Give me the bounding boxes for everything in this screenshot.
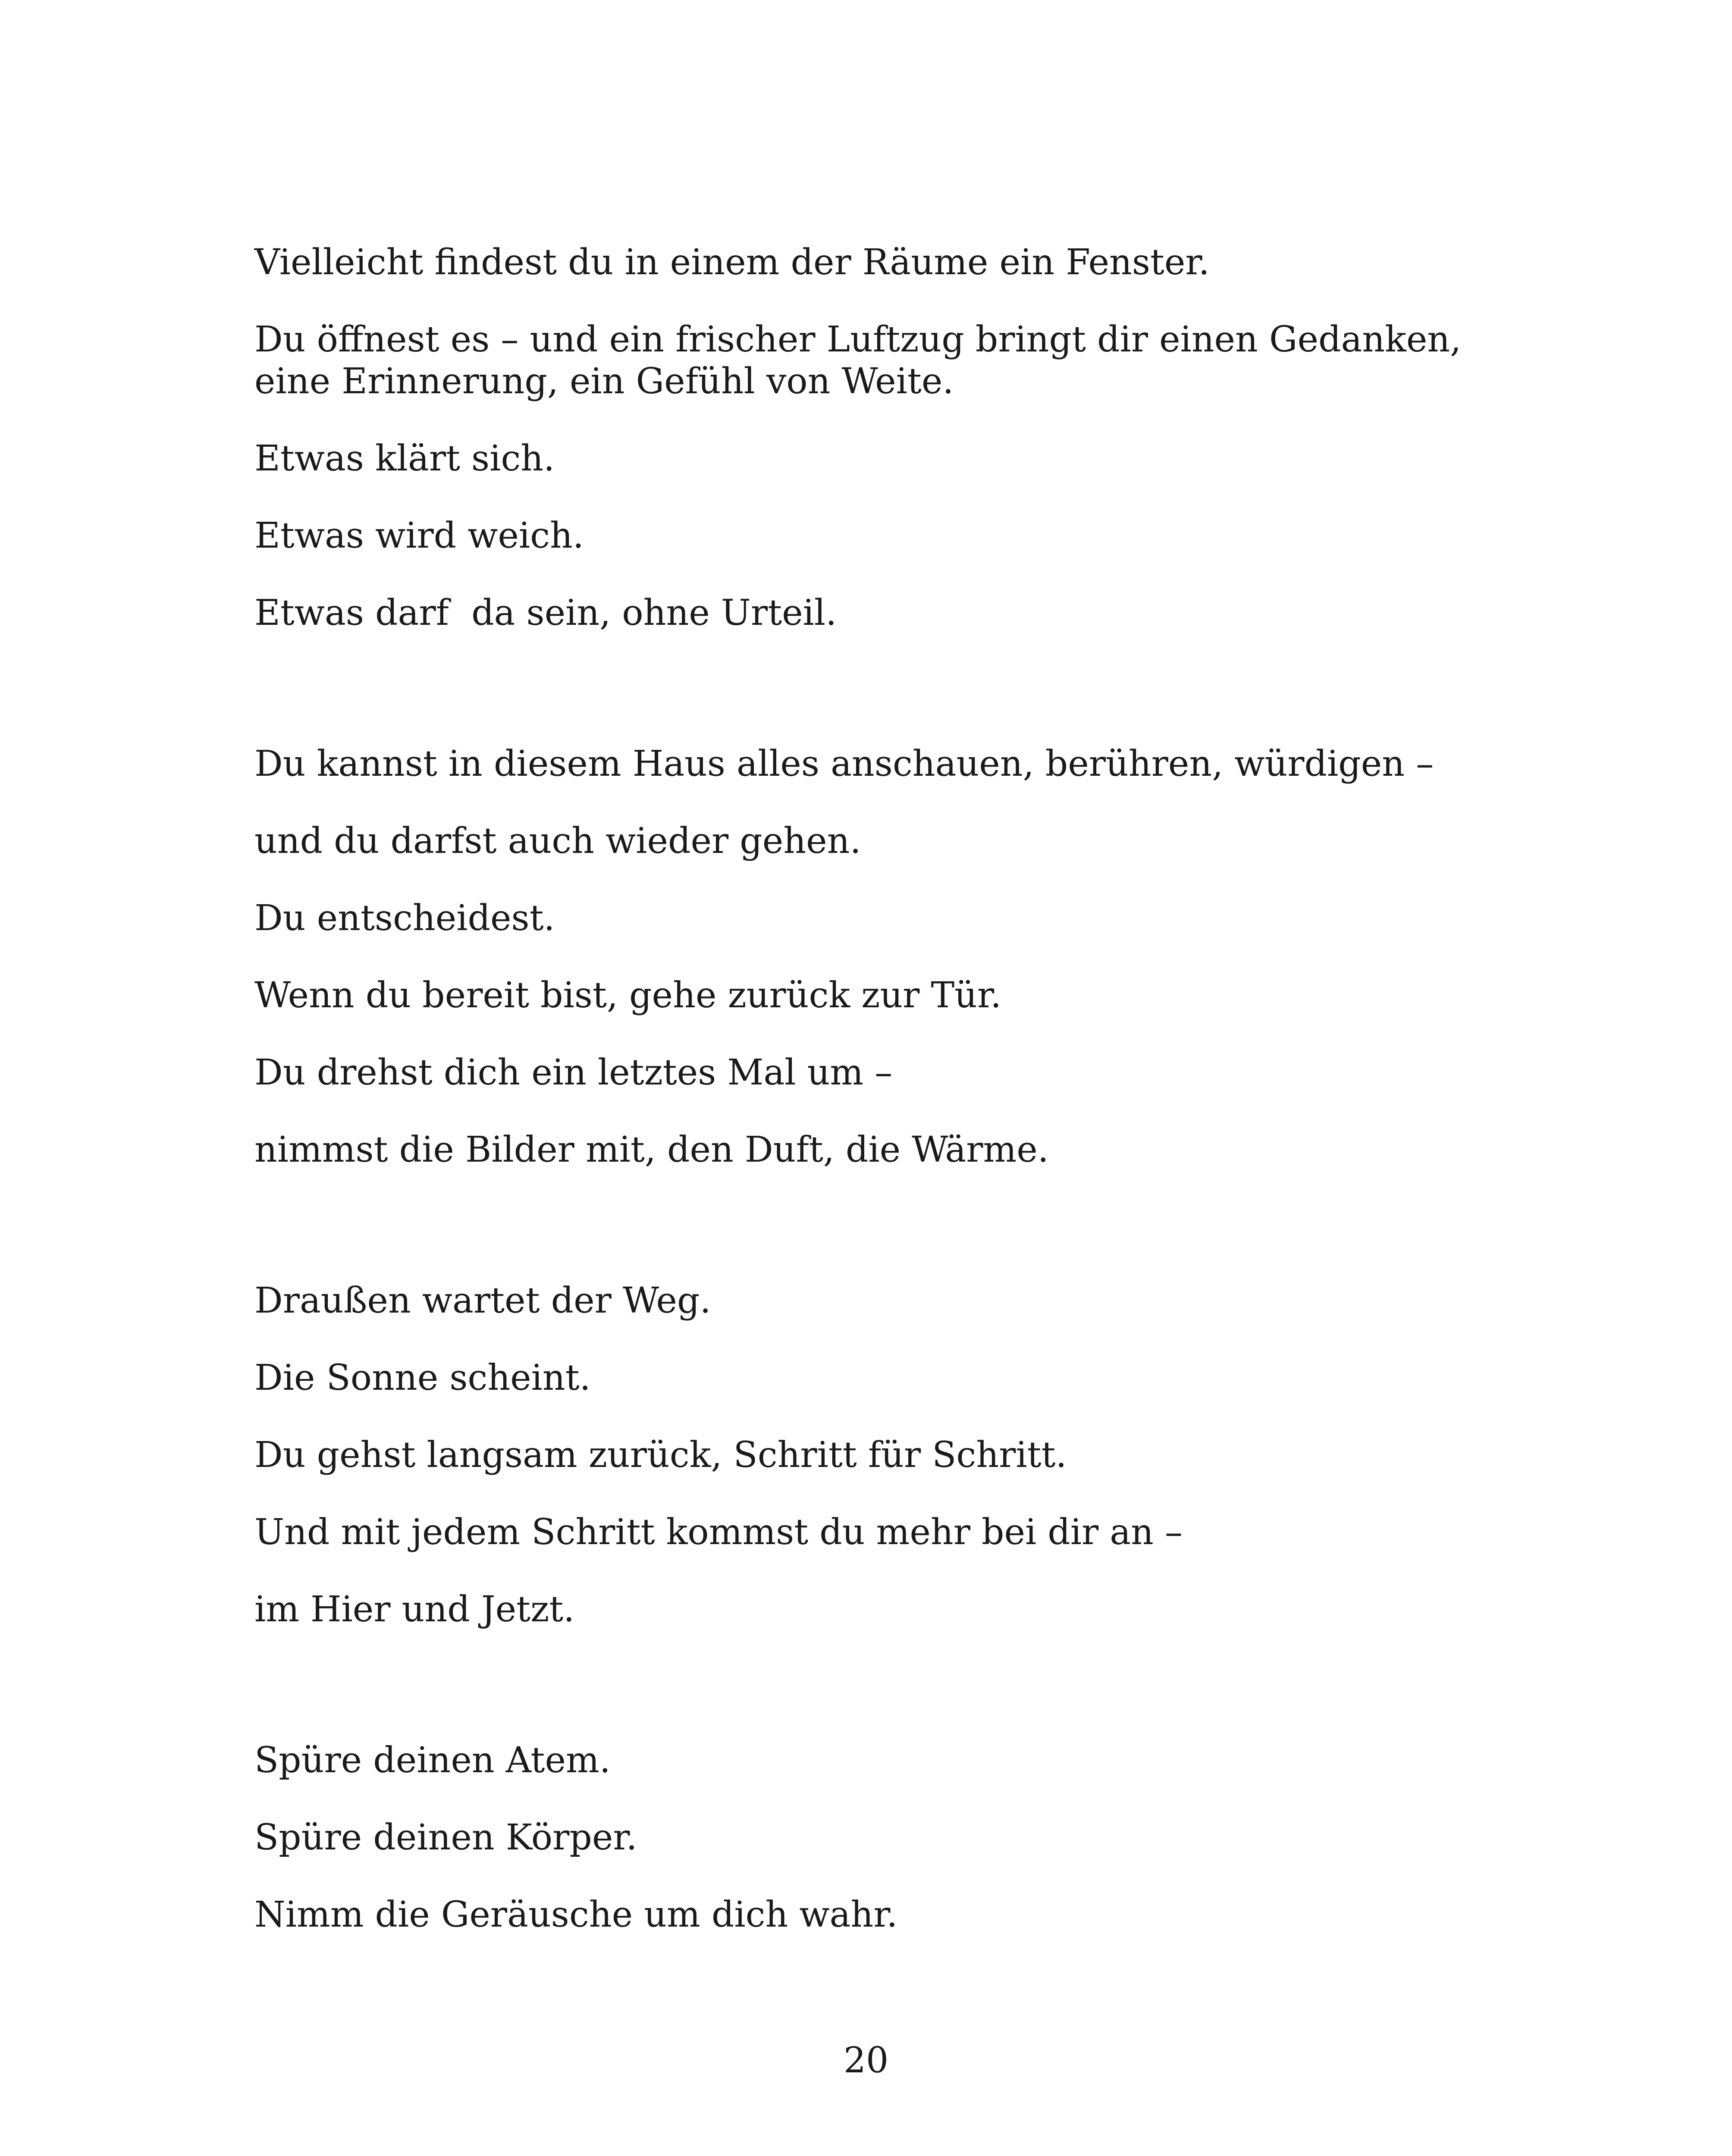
text-line: Etwas wird weich. <box>254 515 584 556</box>
text-line: Du entscheidest. <box>254 898 555 939</box>
text-line: Spüre deinen Atem. <box>254 1740 611 1781</box>
text-line: Etwas klärt sich. <box>254 438 555 479</box>
text-line: und du darfst auch wieder gehen. <box>254 821 861 862</box>
text-line: eine Erinnerung, ein Gefühl von Weite. <box>254 361 954 402</box>
text-line: Du kannst in diesem Haus alles anschauen, berühren, würdigen – <box>254 743 1434 784</box>
text-line: Nimm die Geräusche um dich wahr. <box>254 1894 898 1935</box>
text-line: Du öffnest es – und ein frischer Luftzug bringt dir einen Gedanken, <box>254 319 1462 360</box>
text-line: Wenn du bereit bist, gehe zurück zur Tür. <box>254 975 1002 1016</box>
text-line: im Hier und Jetzt. <box>254 1589 575 1630</box>
text-line: Du gehst langsam zurück, Schritt für Schritt. <box>254 1435 1067 1476</box>
text-line: Die Sonne scheint. <box>254 1357 591 1398</box>
stanza-break <box>254 1206 1548 1280</box>
stanza-break <box>254 669 1548 743</box>
text-line: Spüre deinen Körper. <box>254 1817 637 1858</box>
text-line: nimmst die Bilder mit, den Duft, die Wärme. <box>254 1129 1049 1170</box>
text-line: Vielleicht findest du in einem der Räume ein Fenster. <box>254 242 1210 283</box>
text-line: Du drehst dich ein letztes Mal um – <box>254 1052 893 1093</box>
text-line: Und mit jedem Schritt kommst du mehr bei dir an – <box>254 1512 1183 1553</box>
text-line: Etwas darf da sein, ohne Urteil. <box>254 592 837 633</box>
text-line: Draußen wartet der Weg. <box>254 1280 711 1321</box>
stanza-break <box>254 1666 1548 1739</box>
page-number: 20 <box>843 2040 889 2081</box>
body-text <box>254 241 1548 1971</box>
